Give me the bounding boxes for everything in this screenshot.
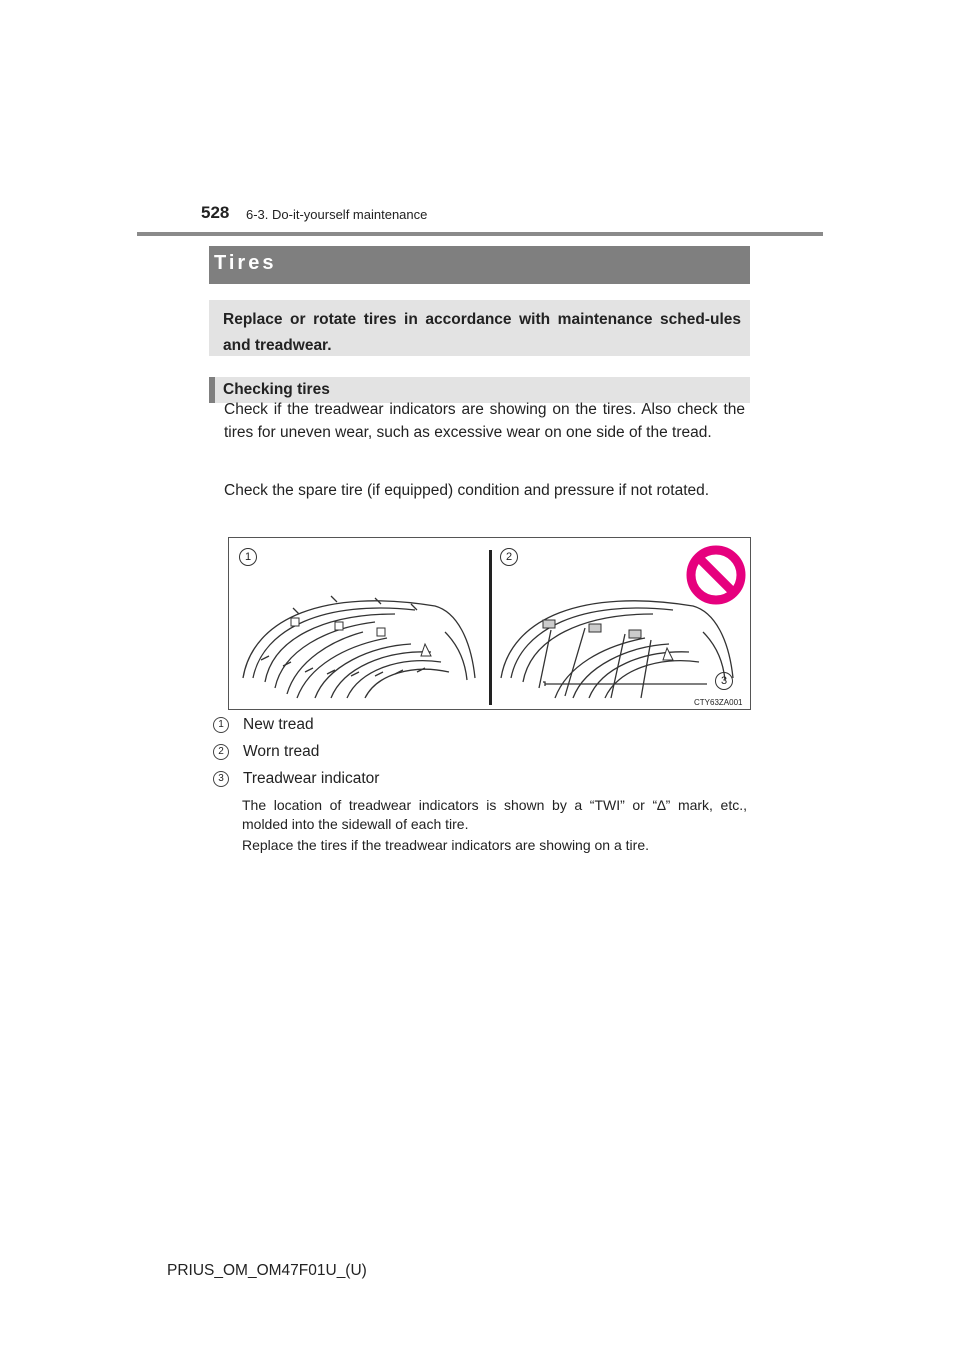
legend-marker-1: 1 [213, 717, 229, 733]
section-reference: 6-3. Do-it-yourself maintenance [246, 207, 428, 222]
summary-text: Replace or rotate tires in accordance with maintenance sched-ules and treadwear. [223, 311, 741, 354]
legend-label: New tread [243, 716, 314, 733]
tire-figure [228, 537, 751, 710]
note-indicator-location: The location of treadwear indicators is shown by a “TWI” or “∆” mark, etc., molded into the sidewall of each tire. [242, 797, 747, 832]
legend-marker-2: 2 [213, 744, 229, 760]
summary-box [209, 300, 750, 356]
callout-2: 2 [500, 548, 518, 566]
page-title: Tires [214, 252, 277, 274]
title-bar [209, 246, 750, 284]
note-replace-tires: Replace the tires if the treadwear indicators are showing on a tire. [242, 837, 649, 853]
figure-divider [489, 550, 492, 705]
new-tire-tread-illustration [235, 548, 485, 708]
callout-3: 3 [715, 672, 733, 690]
page-number: 528 [201, 203, 230, 222]
subheading-accent [209, 377, 215, 403]
callout-1: 1 [239, 548, 257, 566]
paragraph-treadwear: Check if the treadwear indicators are showing on the tires. Also check the tires for uneven wear, such as excessive wear on one side of the tread. [224, 401, 745, 441]
paragraph-spare-tire: Check the spare tire (if equipped) condition and pressure if not rotated. [224, 482, 710, 499]
legend-label: Worn tread [243, 743, 320, 760]
header-rule [137, 232, 823, 236]
footer-document-code: PRIUS_OM_OM47F01U_(U) [167, 1262, 367, 1279]
legend-label: Treadwear indicator [243, 770, 380, 787]
legend-marker-3: 3 [213, 771, 229, 787]
subheading: Checking tires [223, 381, 330, 398]
figure-code: CTY63ZA001 [694, 698, 743, 707]
prohibited-icon [684, 543, 748, 607]
